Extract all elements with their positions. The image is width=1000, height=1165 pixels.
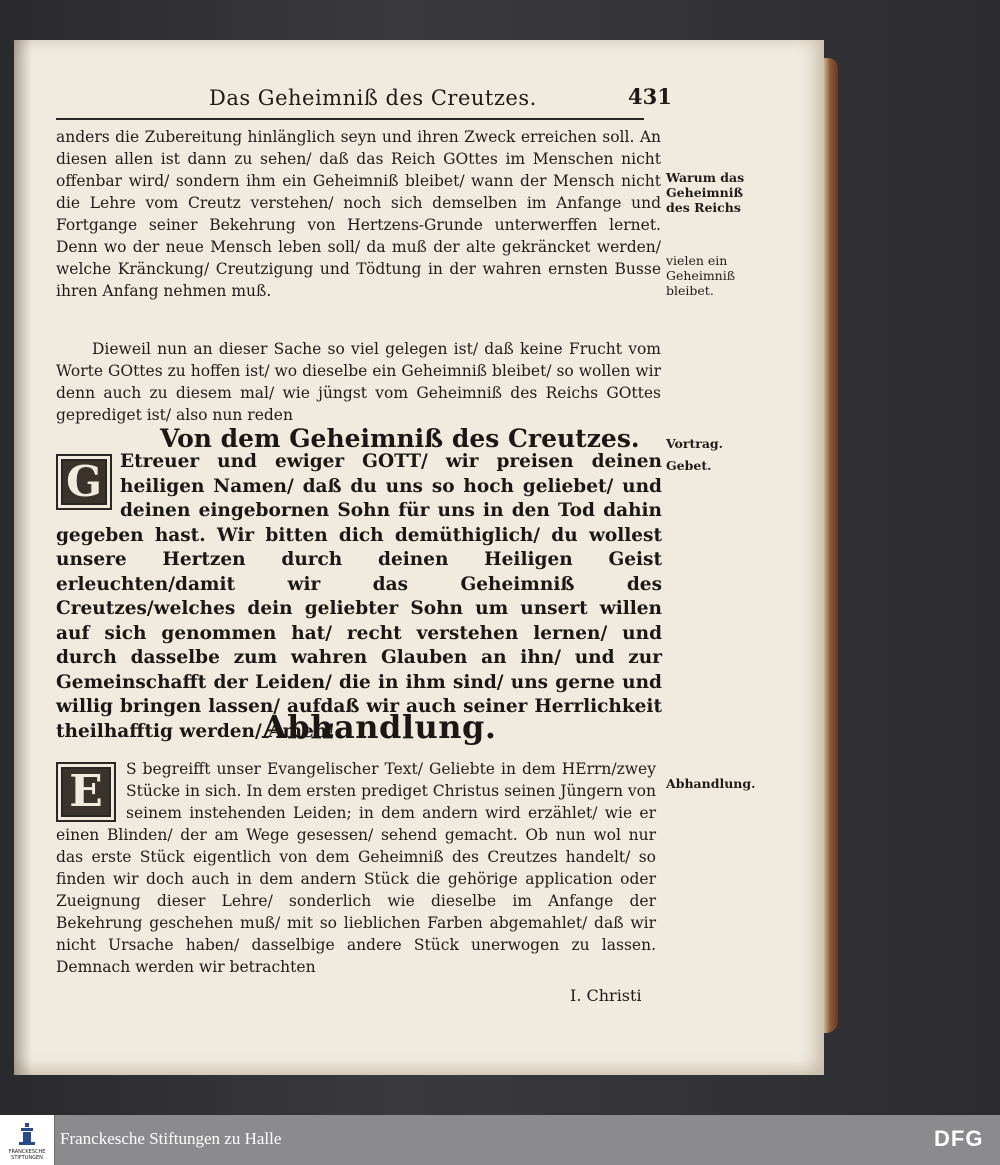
- book-page: [14, 40, 824, 1075]
- franckesche-logo[interactable]: [0, 1115, 55, 1165]
- dfg-logo[interactable]: DFG: [934, 1126, 984, 1151]
- decorated-initial-e: E: [56, 762, 116, 822]
- heading-abhandlung: Abhandlung.: [262, 708, 497, 746]
- marginal-note-abhandlung: Abhandlung.: [666, 776, 756, 791]
- treatise-text: S begreifft unser Evangelischer Text/ Geliebte in dem HErrn/zwey Stücke in sich. In dem ersten prediget Christus seinen Jüngern von seinem instehenden Leiden; in dem andern wird erzählet/ wie er einen Blinden/ der am Wege gesessen/ sehend gemacht. Ob nun wol nur das erste Stück eigentlich von dem Geheimniß des Creutzes handelt/ so finden wir doch auch in dem andern Stück die gehörige application oder Zueignung dieser Lehre/ sonderlich wie dieselbe im Anfange der Bekehrung geschehen muß/ mit so lieblichen Farben abgemahlet/ daß wir nicht Ursache haben/ dasselbige andere Stück unerwogen zu lassen. Demnach werden wir betrachten: [56, 760, 656, 976]
- marginal-note-vortrag: Vortrag.: [666, 436, 724, 451]
- marginal-note-2: vielen ein Geheimniß bleibet.: [666, 253, 736, 298]
- paragraph-2: Dieweil nun an dieser Sache so viel gelegen ist/ daß keine Frucht vom Worte GOttes zu hoffen ist/ wo dieselbe ein Geheimniß bleibet/ so wollen wir denn auch zu diesem mal/ wie jüngst vom Geheimniß des Reichs GOttes geprediget ist/ also nun reden: [56, 340, 661, 424]
- marginal-note-1: Warum das Geheimniß des Reichs: [666, 170, 745, 215]
- section-title: Von dem Geheimniß des Creutzes.: [160, 424, 640, 453]
- institution-emblem-icon: [17, 1123, 37, 1145]
- page-number: 431: [628, 84, 672, 109]
- paragraph-1: anders die Zubereitung hinlänglich seyn und ihren Zweck erreichen soll. An diesen allen ist dann zu sehen/ daß das Reich GOttes im Menschen nicht offenbar wird/ sondern ihm ein Geheimniß bleibet/ wann der Mensch nicht die Lehre vom Creutz verstehen/ noch sich demselben im Anfange und Fortgange seiner Bekehrung von Hertzens-Grunde unterwerffen lernet. Denn wo der neue Mensch leben soll/ da muß der alte gekräncket werden/ welche Kränckung/ Creutzigung und Tödtung in der wahren ernsten Busse ihren Anfang nehmen muß.: [56, 128, 661, 300]
- decorated-initial-g: G: [56, 454, 112, 510]
- viewer-footer: [0, 1115, 1000, 1165]
- gutter-shadow: [14, 40, 32, 1075]
- running-head: Das Geheimniß des Creutzes.: [209, 86, 537, 110]
- marginal-note-gebet: Gebet.: [666, 458, 712, 473]
- treatise-paragraph: [56, 758, 656, 978]
- catchword: I. Christi: [570, 986, 642, 1005]
- prayer-text: Etreuer und ewiger GOTT/ wir preisen deinen heiligen Namen/ daß du uns so hoch geliebet/ und deinen eingebornen Sohn für uns in den Tod dahin gegeben hast. Wir bitten dich demüthiglich/ du wollest unsere Hertzen durch deinen Heiligen Geist erleuchten/damit wir das Geheimniß des Creutzes/welches dein geliebter Sohn um unsert willen auf sich genommen hat/ recht verstehen lernen/ und durch dasselbe zum wahren Glauben an ihn/ und zur Gemeinschafft der Leiden/ die in ihm sind/ uns gerne und willig bringen lassen/ aufdaß wir auch seiner Herrlichkeit theilhafftig werden/ Amen!: [56, 451, 662, 742]
- prayer-paragraph: [56, 450, 662, 744]
- institution-name[interactable]: Franckesche Stiftungen zu Halle: [60, 1129, 282, 1148]
- logo-caption: FRANCKESCHE STIFTUNGEN: [8, 1149, 46, 1161]
- header-rule: [56, 118, 644, 120]
